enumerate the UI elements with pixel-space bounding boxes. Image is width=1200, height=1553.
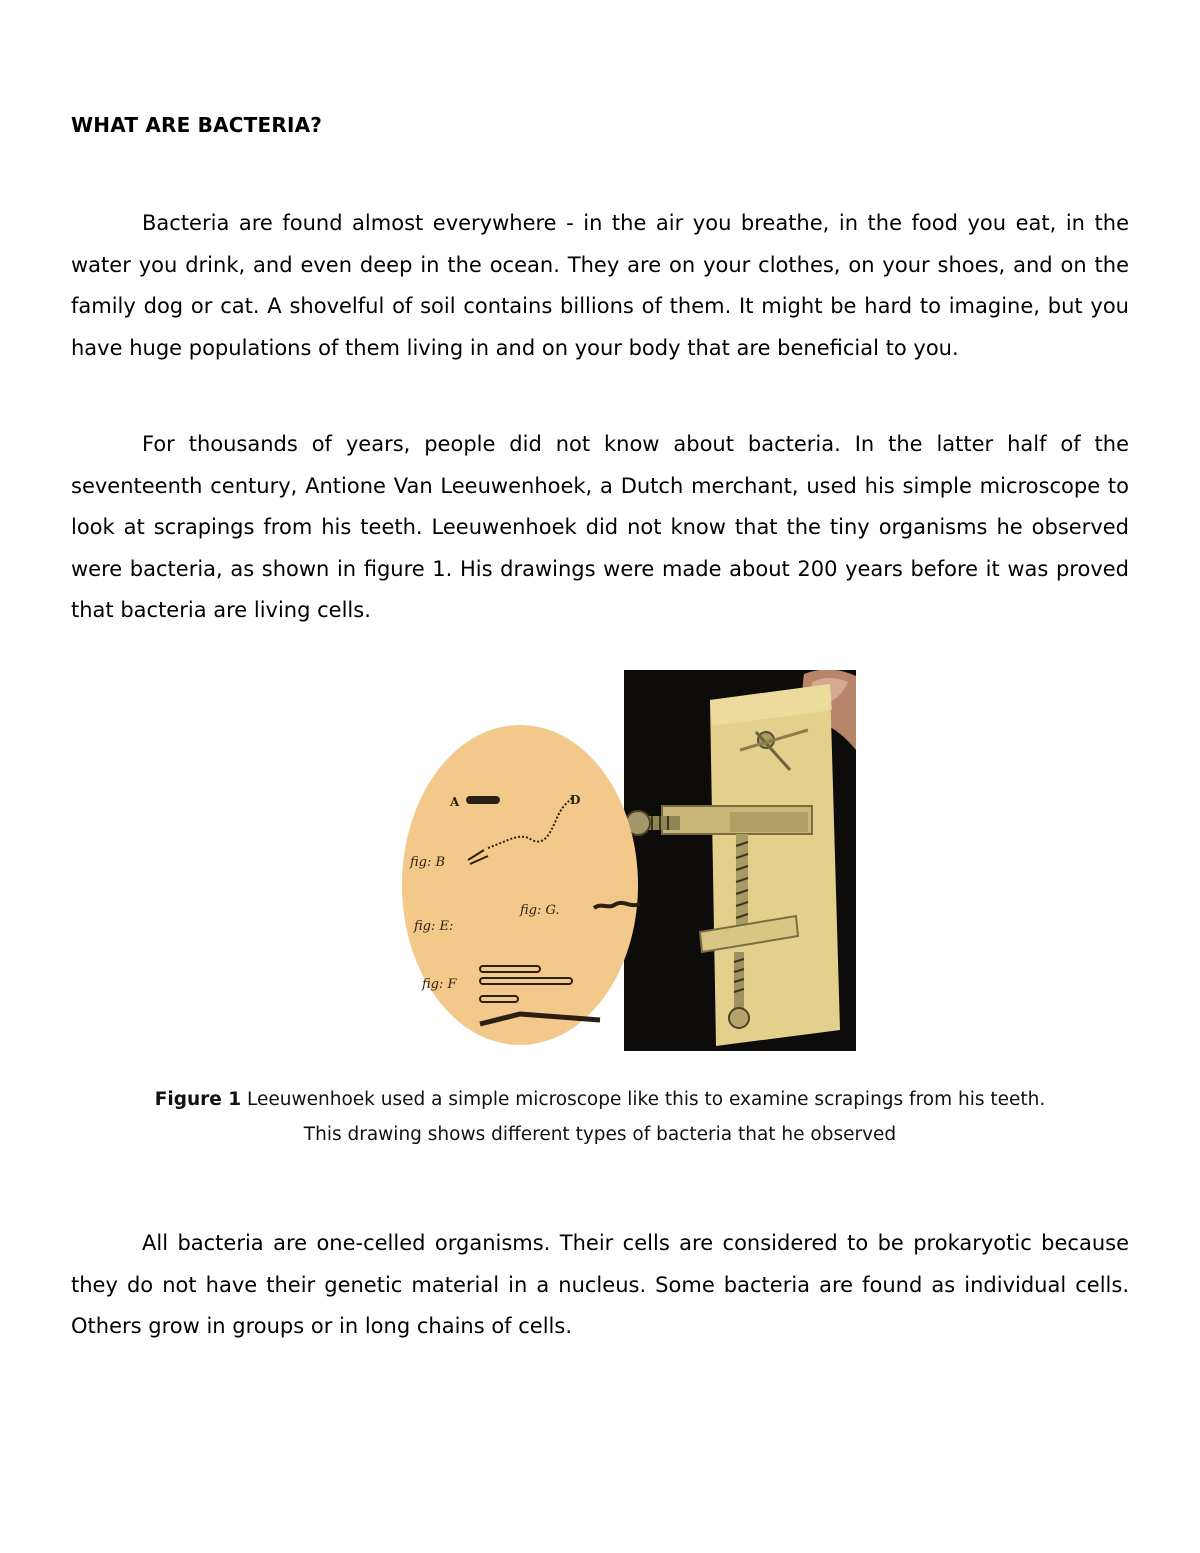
drawing-label-e: fig: E: (414, 919, 454, 934)
drawing-label-a: A (450, 795, 460, 809)
figure-caption-line-2: This drawing shows different types of bacteria that he observed (303, 1124, 897, 1145)
page-title: WHAT ARE BACTERIA? (71, 113, 323, 137)
drawing-label-f: fig: F (422, 977, 457, 992)
microscope-photo (624, 670, 856, 1051)
paragraph-intro: Bacteria are found almost everywhere - in the air you breathe, in the food you eat, in the water you drink, and even deep in the ocean. They are on your clothes, on your shoes, and on the family dog or cat. A shovelful of soil contains billions of them. It might be hard to imagine, but you have huge populations of them living in and on your body that are beneficial to you. (71, 211, 1129, 360)
bacteria-drawing (402, 725, 640, 1045)
figure-caption-text: Leeuwenhoek used a simple microscope like this to examine scrapings from his teeth. (247, 1089, 1046, 1110)
figure-caption-line-1 (120, 1083, 1080, 1117)
drawing-label-g: fig: G. (520, 903, 560, 918)
figure-caption-label: Figure 1 (154, 1089, 242, 1110)
drawing-label-d: D (570, 793, 581, 807)
paragraph-history: For thousands of years, people did not know about bacteria. In the latter half of the seventeenth century, Antione Van Leeuwenhoek, a Dutch merchant, used his simple microscope to look at scrapings from his teeth. Leeuwenhoek did not know that the tiny organisms he observed were bacteria, as shown in figure 1. His drawings were made about 200 years before it was proved that bacteria are living cells. (71, 432, 1129, 622)
paragraph-cells: All bacteria are one-celled organisms. Their cells are considered to be prokaryotic because they do not have their genetic material in a nucleus. Some bacteria are found as individual cells. Others grow in groups or in long chains of cells. (71, 1231, 1129, 1338)
drawing-label-b: fig: B (410, 855, 446, 870)
figure-1-image (400, 670, 856, 1051)
